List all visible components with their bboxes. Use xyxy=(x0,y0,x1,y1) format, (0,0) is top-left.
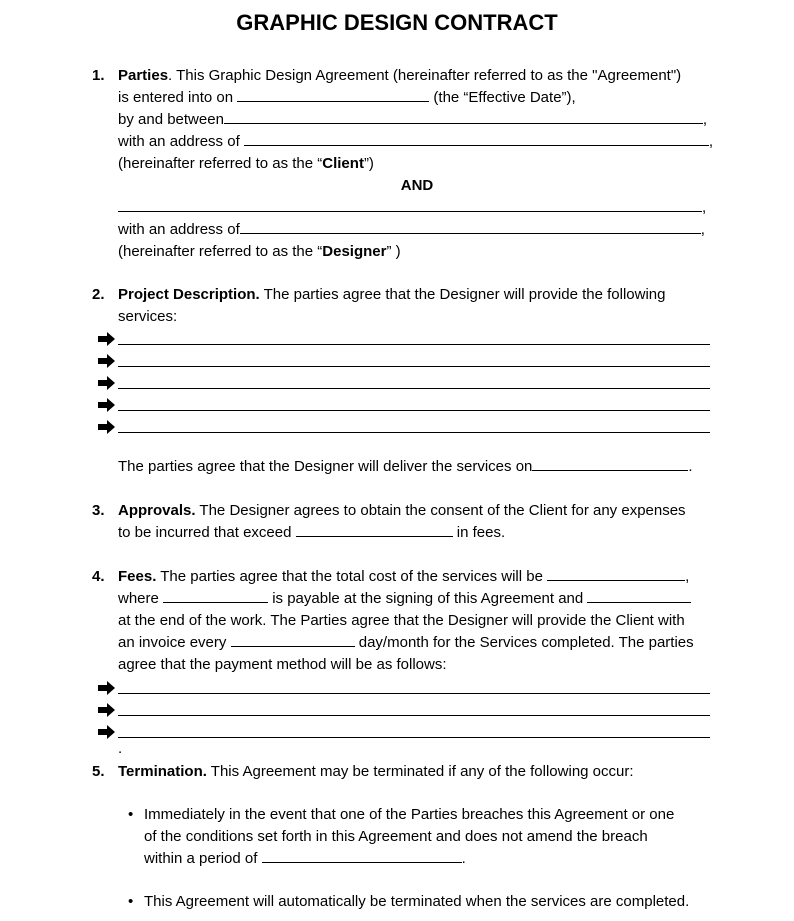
service-line-5[interactable] xyxy=(98,416,710,438)
period: . xyxy=(688,458,693,475)
section-number: 2. xyxy=(92,286,105,303)
comma: , xyxy=(685,568,690,585)
project-line-1 xyxy=(118,284,666,306)
comma: , xyxy=(702,199,707,216)
label-by-and-between: by and between xyxy=(118,111,224,128)
termination-text: This Agreement may be terminated if any of the following occur: xyxy=(206,763,634,780)
termination-bullet-1-line-1: Immediately in the event that one of the Parties breaches this Agreement or one xyxy=(144,806,675,823)
service-blank[interactable] xyxy=(118,410,710,411)
payment-method-blank[interactable] xyxy=(118,737,710,738)
label-entered-on: is entered into on xyxy=(118,89,234,106)
designer-ref-text: (hereinafter referred to as the “ xyxy=(118,243,323,260)
parties-line-8 xyxy=(118,241,401,263)
arrow-right-icon xyxy=(98,703,115,717)
fees-signing-text: is payable at the signing of this Agreement and xyxy=(272,590,584,607)
fees-line-1 xyxy=(118,566,689,588)
designer-ref-close: ” ) xyxy=(386,243,401,260)
and-separator: AND xyxy=(400,177,434,194)
label-effective-date: (the “Effective Date”), xyxy=(433,89,576,106)
effective-date-blank[interactable] xyxy=(237,89,429,102)
arrow-right-icon xyxy=(98,354,115,368)
section-number: 5. xyxy=(92,763,105,780)
service-blank[interactable] xyxy=(118,344,710,345)
designer-address-blank[interactable] xyxy=(240,221,701,234)
service-line-3[interactable] xyxy=(98,372,710,394)
approvals-exceed-text: to be incurred that exceed xyxy=(118,524,292,541)
client-ref-text: (hereinafter referred to as the “ xyxy=(118,155,323,172)
service-blank[interactable] xyxy=(118,432,710,433)
service-line-4[interactable] xyxy=(98,394,710,416)
period: . xyxy=(461,850,466,867)
parties-line-4 xyxy=(118,131,713,153)
client-term: Client xyxy=(322,155,364,172)
fees-where-text: where xyxy=(118,590,159,607)
parties-line-2 xyxy=(118,87,576,109)
section-number: 3. xyxy=(92,502,105,519)
termination-period-text: within a period of xyxy=(144,850,258,867)
arrow-right-icon xyxy=(98,420,115,434)
section-number: 4. xyxy=(92,568,105,585)
designer-name-blank[interactable] xyxy=(118,199,702,212)
trailing-dot: . xyxy=(118,740,123,757)
arrow-right-icon xyxy=(98,376,115,390)
approvals-heading: Approvals. xyxy=(118,502,196,519)
service-blank[interactable] xyxy=(118,388,710,389)
approvals-line-1 xyxy=(118,500,686,522)
expense-limit-blank[interactable] xyxy=(296,524,453,537)
fees-line-2 xyxy=(118,588,691,610)
approvals-fees-text: in fees. xyxy=(456,524,506,541)
comma: , xyxy=(702,111,708,128)
arrow-right-icon xyxy=(98,681,115,695)
label-address: with an address of xyxy=(118,221,240,238)
service-blank[interactable] xyxy=(118,366,710,367)
invoice-frequency-blank[interactable] xyxy=(231,634,355,647)
fees-text: The parties agree that the total cost of the services will be xyxy=(156,568,543,585)
service-line-2[interactable] xyxy=(98,350,710,372)
bullet-marker: • xyxy=(128,806,134,823)
termination-line-1 xyxy=(118,761,634,783)
approvals-text: The Designer agrees to obtain the consent of the Client for any expenses xyxy=(195,502,686,519)
comma: , xyxy=(700,221,705,238)
termination-bullet-2: This Agreement will automatically be terminated when the services are completed. xyxy=(144,893,690,910)
termination-heading: Termination. xyxy=(118,763,207,780)
payment-method-line-3[interactable] xyxy=(98,721,710,743)
label-address: with an address of xyxy=(118,133,240,150)
parties-line-5 xyxy=(118,153,374,175)
fees-invoice-text: an invoice every xyxy=(118,634,227,651)
fees-line-3: at the end of the work. The Parties agree that the Designer will provide the Client with xyxy=(118,612,685,629)
fees-line-4 xyxy=(118,632,694,654)
parties-text: . This Graphic Design Agreement (hereinafter referred to as the "Agreement") xyxy=(168,67,682,84)
termination-bullet-1-line-2: of the conditions set forth in this Agreement and does not amend the breach xyxy=(144,828,648,845)
parties-line-1 xyxy=(118,65,681,87)
client-ref-close: ”) xyxy=(363,155,374,172)
payment-method-blank[interactable] xyxy=(118,693,710,694)
section-number: 1. xyxy=(92,67,105,84)
total-cost-blank[interactable] xyxy=(547,568,685,581)
deposit-amount-blank[interactable] xyxy=(163,590,268,603)
arrow-right-icon xyxy=(98,398,115,412)
payment-method-line-2[interactable] xyxy=(98,699,710,721)
cure-period-blank[interactable] xyxy=(262,850,462,863)
fees-day-month-text: day/month for the Services completed. The parties xyxy=(358,634,694,651)
fees-heading: Fees. xyxy=(118,568,157,585)
fees-line-5: agree that the payment method will be as follows: xyxy=(118,656,447,673)
payment-method-blank[interactable] xyxy=(118,715,710,716)
bullet-marker: • xyxy=(128,893,134,910)
delivery-date-blank[interactable] xyxy=(532,458,688,471)
project-line-2: services: xyxy=(118,308,178,325)
project-heading: Project Description. xyxy=(118,286,260,303)
arrow-right-icon xyxy=(98,332,115,346)
delivery-line xyxy=(118,456,693,478)
project-text: The parties agree that the Designer will provide the following xyxy=(259,286,666,303)
parties-line-7 xyxy=(118,219,705,241)
approvals-line-2 xyxy=(118,522,505,544)
comma: , xyxy=(708,133,714,150)
parties-heading: Parties xyxy=(118,67,169,84)
final-payment-blank[interactable] xyxy=(587,590,691,603)
service-line-1[interactable] xyxy=(98,328,710,350)
termination-bullet-1-line-3 xyxy=(144,848,466,870)
payment-method-line-1[interactable] xyxy=(98,677,710,699)
arrow-right-icon xyxy=(98,725,115,739)
document-title: GRAPHIC DESIGN CONTRACT xyxy=(236,10,558,35)
parties-line-3 xyxy=(118,109,707,131)
client-address-blank[interactable] xyxy=(244,133,709,146)
delivery-text: The parties agree that the Designer will deliver the services on xyxy=(118,458,533,475)
client-name-blank[interactable] xyxy=(224,111,703,124)
designer-term: Designer xyxy=(322,243,387,260)
parties-line-6 xyxy=(118,197,706,219)
